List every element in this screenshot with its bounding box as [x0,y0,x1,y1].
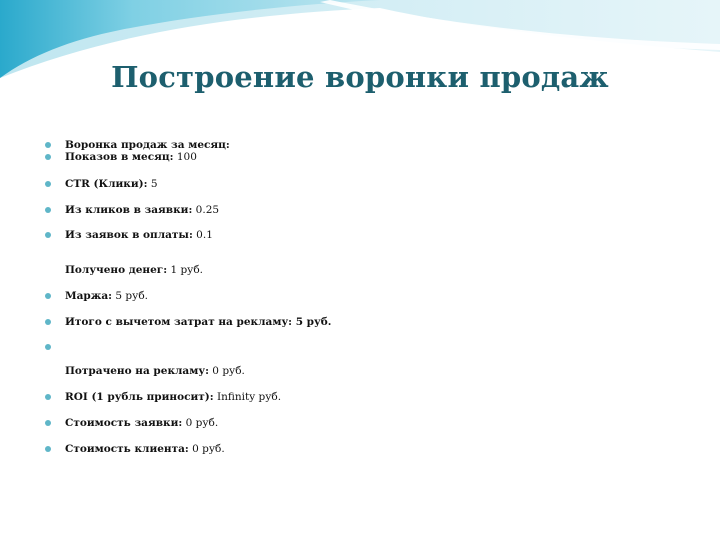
list-item-value: 0 руб. [188,443,225,455]
bullet-dot-icon [45,344,51,350]
list-item-text [65,289,148,303]
list-item [0,203,720,219]
bullet-dot-icon [45,293,51,299]
list-item-label: Итого с вычетом затрат на рекламу: 5 руб. [65,316,332,328]
list-item-value: 5 руб. [112,290,148,302]
list-item-label: Стоимость заявки: [65,417,183,429]
list-item-value: 5 [147,178,158,190]
bullet-dot-icon [45,207,51,213]
bullet-dot-icon [45,154,51,160]
list-item-label: CTR (Клики): [65,178,148,190]
list-item-label: ROI (1 рубль приносит): [65,391,214,403]
list-item-value: 0.1 [192,229,213,241]
list-item-label: Из заявок в оплаты: [65,229,193,241]
list-item [0,340,720,356]
list-item [0,416,720,432]
bullet-dot-icon [45,319,51,325]
bullet-dot-icon [45,181,51,187]
list-item [0,315,720,331]
list-item-text [65,228,213,242]
list-item-text [65,442,225,456]
list-item-text [65,416,218,430]
bullet-dot-icon [45,446,51,452]
list-item-value: Infinity руб. [213,391,282,403]
list-item [0,263,720,279]
list-item-label: Из кликов в заявки: [65,204,193,216]
list-item [0,150,720,166]
list-item-text [65,177,158,191]
list-item [0,228,720,244]
list-item-text [65,203,219,217]
list-item-label: Получено денег: [65,264,168,276]
bullet-dot-icon [45,394,51,400]
list-item-value: 100 [173,151,197,163]
list-item [0,364,720,380]
list-item-label: Потрачено на рекламу: [65,365,209,377]
list-item-value: 0 руб. [182,417,219,429]
list-item-value: 0.25 [192,204,220,216]
list-item [0,289,720,305]
list-item-label: Показов в месяц: [65,151,174,163]
list-item [0,442,720,458]
list-item-text [65,364,245,378]
list-item-text [65,150,197,164]
list-item-label: Воронка продаж за месяц: [65,139,230,151]
list-item-label: Маржа: [65,290,113,302]
list-item [0,177,720,193]
list-item-value: 0 руб. [208,365,245,377]
bullet-dot-icon [45,420,51,426]
bullet-dot-icon [45,232,51,238]
list-item-text [65,263,203,277]
list-item-label: Стоимость клиента: [65,443,189,455]
list-item-text [65,315,331,329]
list-item-text [65,390,281,404]
list-item [0,390,720,406]
list-item-value: 1 руб. [167,264,204,276]
slide-title: Построение воронки продаж [111,60,609,94]
bullet-dot-icon [45,142,51,148]
